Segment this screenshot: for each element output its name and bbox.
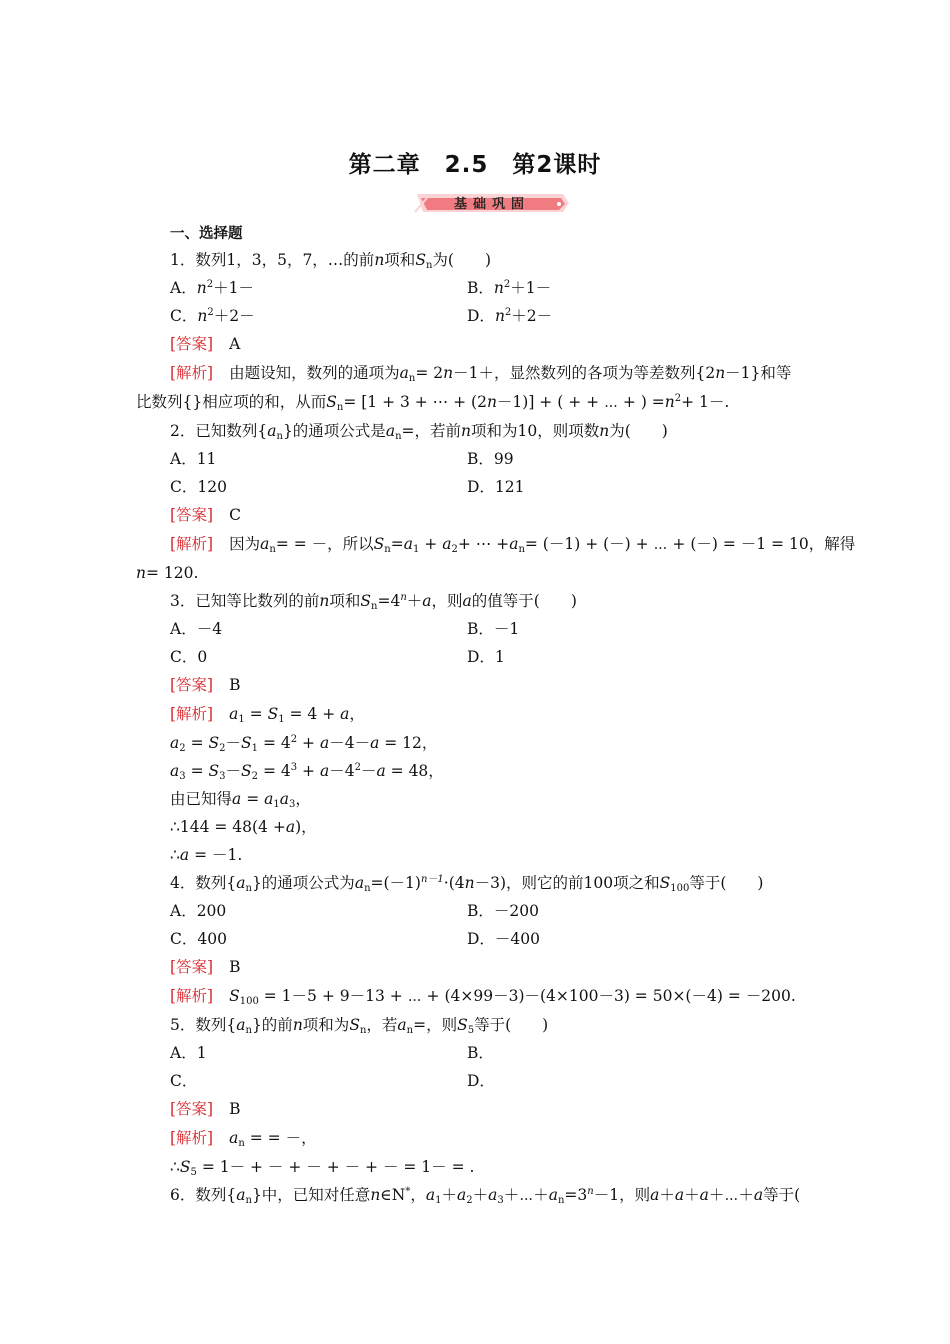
q1-option-d: D．$n^2+2-$ bbox=[467, 307, 553, 325]
q5-option-a: A．1 bbox=[170, 1044, 207, 1062]
q3-option-d: D．1 bbox=[467, 648, 505, 666]
q2-answer: [答案] C bbox=[170, 506, 241, 524]
q4-answer: [答案] B bbox=[170, 958, 241, 976]
q3-option-b: B．－1 bbox=[467, 620, 520, 638]
q2-analysis-cont: n= 120. bbox=[136, 564, 199, 582]
q3-analysis: [解析] $a_1 = S_1 = 4 + a$， bbox=[170, 705, 365, 725]
page-title: 第二章 2.5 第2课时 bbox=[348, 152, 602, 178]
q1-analysis: [解析] 由题设知，数列的通项为$a_n= 2n-1+$，显然数列的各项为等差数列{2n－1}和等 bbox=[170, 364, 792, 384]
q1-option-a: A．$n^2+1-$ bbox=[170, 279, 254, 297]
q1-analysis-cont: 比数列{}相应项的和，从而$S_n= [1 + 3$ + ⋯ + (2n－1)] + ( + + ⋯ + ) $=n^2+ 1-$. bbox=[136, 393, 730, 413]
q5-stem: 5．数列$\{a_n\}$的前n项和为$S_n$，若$a_n=$，则$S_5$等于( ) bbox=[170, 1016, 549, 1036]
q2-option-a: A．11 bbox=[170, 450, 217, 468]
q4-option-b: B．－200 bbox=[467, 902, 539, 920]
q5-analysis-line2: $\therefore S_5 = 1-$ + － + － + － + － = 1－ = . bbox=[170, 1158, 475, 1178]
q1-answer: [答案] A bbox=[170, 335, 241, 353]
q4-option-c: C．400 bbox=[170, 930, 227, 948]
q1-option-c: C．$n^2+2-$ bbox=[170, 307, 255, 325]
q2-option-c: C．120 bbox=[170, 478, 227, 496]
q3-analysis-line4: 由已知得$a = a_1a_3$， bbox=[170, 790, 311, 810]
section-heading: 一、选择题 bbox=[170, 226, 243, 242]
q2-stem: 2．已知数列$\{a_n\}$的通项公式是$a_n=$，若前n项和为10，则项数n为( ) bbox=[170, 422, 668, 442]
q4-option-d: D．－400 bbox=[467, 930, 541, 948]
q3-option-a: A．－4 bbox=[170, 620, 223, 638]
q5-option-b: B． bbox=[467, 1044, 494, 1062]
q6-stem: 6．数列$\{a_n\}$中，已知对任意n∈N*，$a_1+a_2+a_3+\cdots+a_n=3^n-1$，则a＋a＋a＋⋯＋a等于( bbox=[170, 1186, 801, 1206]
banner-label: 基础巩固 bbox=[453, 197, 530, 212]
q4-analysis: [解析] $S_{100} = 1-5 + 9-13$ + ⋯ + (4×99－3)－(4×100－3) = 50×(－4) = －200. bbox=[170, 987, 796, 1007]
q4-stem: 4．数列$\{a_n\}$的通项公式为$a_n=(-1)^{n-1}\cdot(4n-3)$，则它的前100项之和$S_{100}$等于( ) bbox=[170, 874, 764, 894]
q3-answer: [答案] B bbox=[170, 676, 241, 694]
q5-answer: [答案] B bbox=[170, 1100, 241, 1118]
q2-analysis: [解析] 因为$a_n=$ = －，所以$S_n=a_1 + a_2+$ ⋯ $+a_n= (-1)$ + (－) + ⋯ + (－) = －1 = 10，解得 bbox=[170, 535, 856, 555]
q1-option-b: B．$n^2+1-$ bbox=[467, 279, 552, 297]
q5-option-d: D． bbox=[467, 1072, 495, 1090]
q2-option-d: D．121 bbox=[467, 478, 525, 496]
q5-analysis: [解析] $a_n$ = = －， bbox=[170, 1129, 317, 1149]
q3-analysis-line6: ∴a = －1. bbox=[170, 846, 243, 864]
q3-stem: 3．已知等比数列的前n项和$S_n=4^n+a$，则a的值等于( ) bbox=[170, 592, 577, 612]
q3-option-c: C．0 bbox=[170, 648, 208, 666]
q3-analysis-line3: $a_3 = S_3-S_2 = 4^3 + a-4^2-a = 48$， bbox=[170, 762, 444, 782]
q3-analysis-line2: $a_2 = S_2-S_1 = 4^2 + a-4-a = 12$， bbox=[170, 734, 438, 754]
section-banner bbox=[413, 190, 571, 216]
q1-stem: 1．数列1，3，5，7，…的前n项和$S_n$为( ) bbox=[170, 251, 491, 271]
q5-option-c: C． bbox=[170, 1072, 198, 1090]
q3-analysis-line5: ∴144 = 48(4 +a)， bbox=[170, 818, 317, 836]
q2-option-b: B．99 bbox=[467, 450, 514, 468]
q4-option-a: A．200 bbox=[170, 902, 227, 920]
